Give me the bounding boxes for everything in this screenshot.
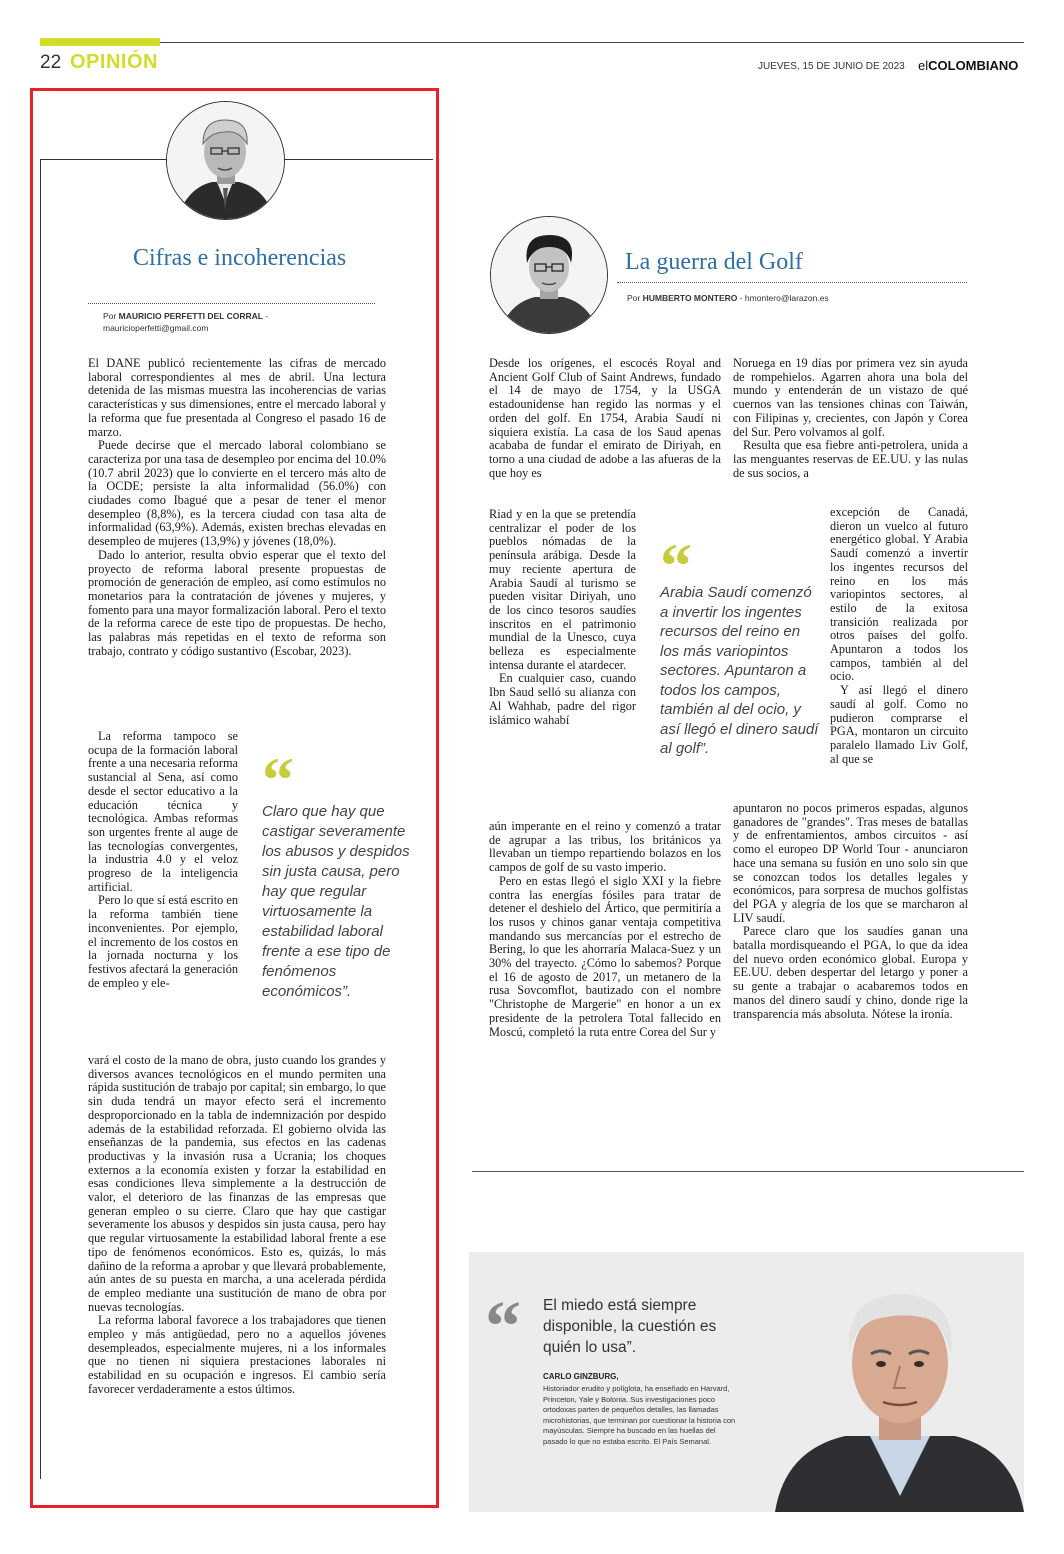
logo-prefix: el (918, 58, 929, 73)
paragraph: aún imperante en el reino y comenzó a tratar de agrupar a las tribus, los británicos ya llevaban un tiempo repartiendo bolazos en los campos de golf de su vasto imperio. (489, 819, 721, 875)
paragraph: Riad y en la que se pretendía centralizar el poder de los pueblos nómadas de la península arábiga. Desde la muy reciente apertura de Arabia Saudí al turismo se pueden visitar Diriyah, uno de los cinco tesoros saudíes inscritos en el patrimonio mundial de la Unesco, cuya belleza es especialmente intensa durante el atardecer. (489, 507, 636, 672)
paragraph: En cualquier caso, cuando Ibn Saud selló su alianza con Al Wahhab, padre del rigor islámico wahabí (489, 671, 636, 727)
quote-mark-icon: “ (485, 1286, 521, 1366)
featured-quote: El miedo está siempre disponible, la cuestión es quién lo usa”. (543, 1297, 717, 1356)
quote-mark-icon: “ (660, 530, 692, 601)
paragraph: El DANE publicó recientemente las cifras de mercado laboral correspondientes al mes de abril. Una lectura detenida de las mismas muestra las incoherencias de varias características y sus dimensiones, entre el mercado laboral y la reforma que fue presentada al Congreso el pasado 16 de marzo. (88, 356, 386, 439)
article-body-part-3 (88, 1054, 386, 1397)
byline (103, 310, 343, 334)
page-number: 22 (40, 52, 62, 73)
article-column-1-bottom (489, 820, 721, 1039)
byline-prefix: Por (627, 293, 641, 303)
paragraph: apuntaron no pocos primeros espadas, algunos ganadores de "grandes". Tras meses de batallas y de enfrentamientos, ambos circuitos - así como el europeo DP World Tour - anunciaron hace una semana su fusión en uno solo sin que se conozcan todos los detalles legales y económicos, para sorpresa de muchos golfistas del PGA y alegría de los que se marcharon al LIV saudí. (733, 801, 968, 925)
paragraph: Parece claro que los saudíes ganan una batalla mordisqueando el PGA, lo que da idea del nuevo orden económico global. Europa y EE.UU. deben despertar del letargo y poner a su gente a trabajar o acabaremos todos en manos del dinero saudí y chino, donde rige la transparencia más absoluta. Nótese la ironía. (733, 924, 968, 1021)
paragraph: La reforma tampoco se ocupa de la formación laboral frente a una necesaria reforma sustancial al Sena, así como desde el sector educativo a la educación técnica y tecnológica. Ambas reformas son urgentes frente al auge de las tecnologías convergentes, la industria 4.0 y el veloz progreso de la inteligencia artificial. (88, 729, 238, 894)
author-name: MAURICIO PERFETTI DEL CORRAL (118, 311, 263, 321)
article-body-part-1 (88, 357, 386, 658)
issue-date: JUEVES, 15 DE JUNIO DE 2023 (758, 61, 905, 72)
author-email: - hmontero@larazon.es (737, 293, 829, 303)
section-title: OPINIÓN (70, 51, 158, 73)
pull-quote: Arabia Saudí comenzó a invertir los ingentes recursos del reino en los más variopintos sectores. Apuntaron a todos los campos, también al del ocio, y así llegó el dinero saudí al golf”. (660, 584, 819, 757)
quote-author-name: CARLO GINZBURG, (543, 1372, 619, 1381)
section-divider (472, 1171, 1024, 1172)
paragraph: vará el costo de la mano de obra, justo cuando los grandes y diversos avances tecnológicos en el mundo permiten una rápida sustitución de trabajo por capital; sin embargo, lo que sin duda tendrá un mayor efecto será el incremento desproporcionado en la tabla de indemnización por despido además de la estabilidad reforzada. El gobierno olvida las enseñanzas de la pandemia, sus efectos en las cadenas productivas y la invasión rusa a Ucrania; los choques externos a la economía existen y forzar la estabilidad en esas condiciones lleva simplemente a la destrucción de valor, el deterioro de las finanzas de las empresas que generan empleo o su cierre. Claro que hay que castigar severamente los abusos y despidos sin justa causa, pero hay que regular virtuosamente la estabilidad laboral frente a ese tipo de fenómenos económicos. Esto es, quizás, lo más dañino de la reforma a aprobar y que llevará probablemente, aún antes de su puesta en marcha, a una acelerada pérdida de empleo mediante una sustitución de mano de obra por nuevas tecnologías. (88, 1053, 386, 1314)
author-email: - mauricioperfetti@gmail.com (103, 311, 269, 333)
byline (627, 293, 829, 303)
paragraph: La reforma laboral favorece a los trabajadores que tienen empleo y más antigüedad, pero no a aquellos jóvenes desempleados, especialmente mujeres, ni a los informales que no tienen ni siquiera prestaciones laborales ni estabilidad en su ocupación e ingresos. El cambio sería favorecer verdaderamente a estos últimos. (88, 1313, 386, 1396)
byline-prefix: Por (103, 311, 117, 321)
paragraph: Noruega en 19 días por primera vez sin ayuda de rompehielos. Agarren ahora una bola del mundo y entenderán de un vistazo de qué cuernos van las tensiones chinas con Taiwán, con Filipinas y, crecientes, con Japón y Corea del Sur. Pero volvamos al golf. (733, 356, 968, 439)
title-dotted-rule (617, 281, 967, 283)
header-rule (40, 42, 1024, 43)
article-column-2-top (733, 357, 968, 480)
column-rule-vertical (40, 159, 41, 1479)
author-name: HUMBERTO MONTERO (642, 293, 738, 303)
paragraph: Pero en estas llegó el siglo XXI y la fiebre contra las energías fósiles para tratar de detener el deshielo del Ártico, que permitiría a los rusos y chinos ganar ventaja competitiva mandando sus mercancías por el estrecho de Bering, lo que les ahorraría Malaca-Suez y un 30% del trayecto. ¿Cómo lo sabemos? Porque el 16 de agosto de 2017, un metanero de la rusa Sovcomflot, bautizado con el nombre "Christophe de Margerie" en honor a un ex presidente de la petrolera Total fallecido en Moscú, completó la ruta entre Corea del Sur y (489, 873, 721, 1039)
paragraph: Pero lo que sí está escrito en la reforma también tiene inconvenientes. Por ejemplo, el incremento de los costos en la jornada nocturna y los festivos afectará la generación de empleo y ele- (88, 893, 239, 990)
pull-quote: Claro que hay que castigar severamente los abusos y despidos sin justa causa, pero hay que regular virtuosamente la estabilidad laboral frente a ese tipo de fenómenos económicos”. (262, 803, 410, 1000)
quote-mark-icon: “ (262, 744, 294, 815)
paragraph: excepción de Canadá, dieron un vuelco al futuro energético global. Y Arabia Saudí comenzó a invertir los ingentes recursos del reino en los más variopintos sectores, al estilo de la exitosa transición realizada por otros países del golfo. Apuntaron a todos los campos, también al del ocio. (830, 505, 968, 684)
quote-author-bio: Historiador erudito y políglota, ha enseñado en Harvard, Princeton, Yale y Bolonia. Sus investigaciones poco ortodoxas parten de pequeños detalles, las llamadas microhistorias, que terminan por cuestionar la historia con mayúsculas. Siempre ha buscado en las huellas del pasado lo que no estaba escrito. El País Semanal. (543, 1384, 736, 1446)
article-column-1-top (489, 357, 721, 480)
article-column-1-narrow (489, 508, 636, 727)
author-portrait-perfetti (166, 101, 285, 220)
paragraph: Puede decirse que el mercado laboral colombiano se caracteriza por una tasa de desempleo por encima del 10.0% (10.7 abril 2023) que lo convierte en el tercero más alto de la OCDE; persiste la alta informalidad (56.0%) con ciudades como Ibagué que a pesar de tener el menor desempleo (8,8%), es la tercera ciudad con tasa alta de informalidad (63,9%). Además, existen brechas elevadas en desempleo de mujeres (13,9%) y jóvenes (18,0%). (88, 438, 386, 549)
section-accent-bar (40, 38, 160, 46)
article-title: La guerra del Golf (625, 249, 803, 275)
article-column-2-bottom (733, 802, 968, 1021)
title-dotted-rule (88, 302, 375, 304)
article-column-2-narrow (830, 506, 968, 766)
author-portrait-montero (490, 216, 608, 334)
quote-author-photo (775, 1278, 1024, 1512)
article-title: Cifras e incoherencias (133, 245, 347, 271)
paragraph: Y así llegó el dinero saudí al golf. Como no pudieron comprarse el PGA, montaron un circuito paralelo llamado Liv Golf, al que se (830, 683, 968, 766)
paragraph: Desde los orígenes, el escocés Royal and Ancient Golf Club of Saint Andrews, fundado el 14 de mayo de 1754, y la USGA estadounidense han regido las normas y el orden del golf. En 1754, Arabia Saudí ni siquiera existía. La casa de los Saud apenas acababa de fundar el emirato de Diriyah, en torno a una ciudad de adobe a las afueras de la que hoy es (489, 356, 721, 480)
paragraph: Resulta que esa fiebre anti-petrolera, unida a las menguantes reservas de EE.UU. y las nulas de sus socios, a (733, 438, 968, 480)
article-body-part-2 (88, 730, 238, 990)
newspaper-logo (918, 58, 1018, 73)
paragraph: Dado lo anterior, resulta obvio esperar que el texto del proyecto de reforma laboral presente propuestas de promoción de generación de empleo, así como estímulos no monetarios para la contratación de jóvenes y mujeres, y fomento para una mayor formalización laboral. Pero el texto de la reforma carece de este tipo de propuestas. De hecho, las palabras más repetidas en el texto de reforma son trabajo, contrato y código sustantivo (Escobar, 2023). (88, 547, 386, 658)
logo-main: COLOMBIANO (928, 58, 1019, 73)
